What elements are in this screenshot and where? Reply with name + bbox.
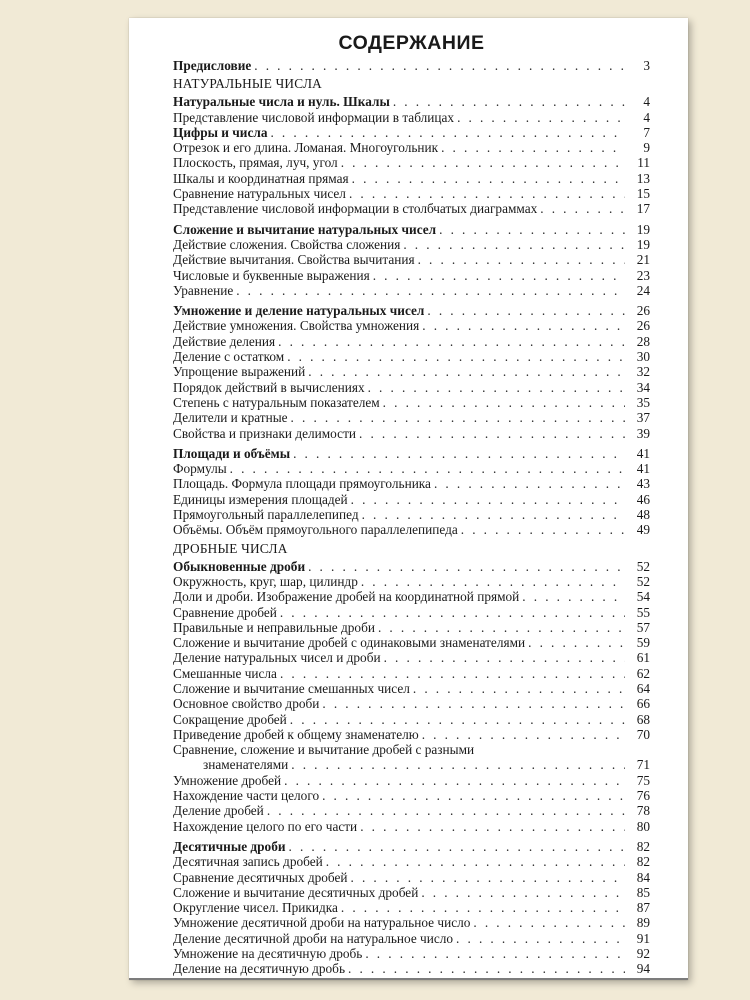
toc-entry-page: 37	[636, 410, 650, 426]
toc-entry[interactable]	[173, 318, 650, 333]
toc-entry[interactable]	[173, 222, 650, 237]
toc-entry-page: 26	[636, 303, 650, 319]
toc-entry-page: 49	[636, 522, 650, 538]
toc-entry-label: Приведение дробей к общему знаменателю	[173, 726, 419, 742]
dot-leader	[461, 522, 625, 537]
toc-entry[interactable]	[173, 237, 650, 252]
toc-entry-label: Десятичные дроби	[173, 838, 286, 854]
toc-entry-page: 62	[636, 665, 650, 681]
toc-entry-page: 28	[636, 333, 650, 349]
toc-entry-label: Порядок действий в вычислениях	[173, 379, 365, 395]
dot-leader	[393, 94, 625, 109]
toc-entry-page: 89	[636, 915, 650, 931]
toc-entry[interactable]	[173, 171, 650, 186]
toc-entry-page: 32	[636, 364, 650, 380]
toc-entry-label: Сложение и вычитание десятичных дробей	[173, 884, 419, 900]
dot-leader	[291, 410, 625, 425]
toc-entry-page: 64	[636, 680, 650, 696]
toc-entry-preface[interactable]	[173, 58, 650, 73]
toc-entry-page: 82	[636, 838, 650, 854]
toc-entry-label: Сложение и вычитание натуральных чисел	[173, 221, 437, 237]
toc-entry[interactable]	[173, 559, 650, 574]
toc-entry-label: Умножение на десятичную дробь	[173, 946, 363, 962]
dot-leader	[361, 574, 625, 589]
toc-entry-page: 94	[636, 961, 650, 977]
toc-entry[interactable]	[173, 854, 650, 869]
dot-leader	[422, 727, 625, 742]
toc-entry[interactable]	[173, 961, 650, 976]
toc-entry-page: 57	[636, 619, 650, 635]
toc-entry-page: 84	[636, 869, 650, 885]
toc-entry-page: 66	[636, 696, 650, 712]
dot-leader	[441, 140, 625, 155]
toc-entry-page: 80	[636, 818, 650, 834]
dot-leader	[293, 446, 625, 461]
toc-entry-page: 35	[636, 394, 650, 410]
toc-entry[interactable]	[173, 283, 650, 298]
toc-entry[interactable]	[173, 94, 650, 109]
toc-entry-page: 19	[636, 221, 650, 237]
toc-entry[interactable]	[173, 125, 650, 140]
dot-leader	[473, 915, 625, 930]
toc-entry-label: Сравнение дробей	[173, 604, 277, 620]
toc-entry[interactable]	[173, 589, 650, 604]
toc-entry[interactable]	[173, 395, 650, 410]
toc-entry[interactable]	[173, 380, 650, 395]
toc-entry[interactable]	[173, 839, 650, 854]
dot-leader	[284, 773, 625, 788]
toc-entry-label: Нахождение части целого	[173, 788, 320, 804]
toc-entry[interactable]	[173, 757, 650, 772]
toc-entry-label: Степень с натуральным показателем	[173, 394, 380, 410]
toc-entry[interactable]	[173, 696, 650, 711]
toc-entry[interactable]	[173, 900, 650, 915]
toc-entry-page: 39	[636, 425, 650, 441]
toc-entry-page: 30	[636, 349, 650, 365]
dot-leader	[359, 426, 625, 441]
toc-entry-label: Нахождение целого по его части	[173, 818, 358, 834]
toc-entry-label: Действие вычитания. Свойства вычитания	[173, 252, 415, 268]
toc-entry-label: Цифры и числа	[173, 124, 268, 140]
toc-entry-label: Деление натуральных чисел и дроби	[173, 650, 381, 666]
dot-leader	[373, 268, 625, 283]
toc-entry-label: Обыкновенные дроби	[173, 558, 306, 574]
toc-entry-page: 87	[636, 900, 650, 916]
toc-entry-page: 17	[636, 201, 650, 217]
toc-entry-page: 24	[636, 282, 650, 298]
toc-entry[interactable]	[173, 252, 650, 267]
dot-leader	[418, 252, 625, 267]
dot-leader	[322, 788, 625, 803]
toc-entry-label: Упрощение выражений	[173, 364, 306, 380]
table-of-contents	[173, 30, 650, 977]
dot-leader	[267, 803, 625, 818]
toc-entry-page: 9	[643, 140, 650, 156]
dot-leader	[528, 635, 625, 650]
toc-entry-label: Деление десятичной дроби на натуральное число	[173, 930, 454, 946]
toc-entry-label: Числовые и буквенные выражения	[173, 267, 370, 283]
toc-entry[interactable]	[173, 507, 650, 522]
toc-entry-page: 13	[636, 170, 650, 186]
toc-entry[interactable]	[173, 605, 650, 620]
toc-entry-page: 75	[636, 772, 650, 788]
toc-entry-label: Сложение и вычитание дробей с одинаковыми знаменателями	[173, 635, 526, 651]
toc-entry-page: 71	[636, 757, 650, 773]
toc-entry[interactable]	[173, 819, 650, 834]
dot-leader	[290, 712, 625, 727]
toc-entry-page: 41	[636, 461, 650, 477]
toc-entry[interactable]	[173, 268, 650, 283]
dot-leader	[308, 364, 625, 379]
toc-entry-page: 85	[636, 884, 650, 900]
page-edge	[129, 978, 688, 980]
dot-leader	[341, 900, 625, 915]
toc-entry-label: Сравнение десятичных дробей	[173, 869, 348, 885]
page-title: СОДЕРЖАНИЕ	[338, 32, 485, 54]
toc-entry-page: 52	[636, 558, 650, 574]
toc-entry[interactable]	[173, 946, 650, 961]
dot-leader	[422, 318, 625, 333]
toc-entry-label: Площадь. Формула площади прямоугольника	[173, 476, 431, 492]
toc-entry[interactable]	[173, 650, 650, 665]
toc-entry[interactable]	[173, 303, 650, 318]
toc-entry-page: 4	[643, 94, 650, 110]
book-page	[129, 18, 688, 980]
toc-entry-page: 78	[636, 803, 650, 819]
toc-entry-label: Действие сложения. Свойства сложения	[173, 236, 401, 252]
dot-leader	[230, 461, 625, 476]
toc-entry[interactable]	[173, 803, 650, 818]
toc-entry-page: 82	[636, 854, 650, 870]
toc-entry-page: 43	[636, 476, 650, 492]
dot-leader	[341, 155, 625, 170]
dot-leader	[368, 380, 625, 395]
toc-entry[interactable]	[173, 476, 650, 491]
toc-entry-label: Единицы измерения площадей	[173, 491, 348, 507]
toc-entry-page: 3	[643, 58, 650, 73]
toc-entry-page: 34	[636, 379, 650, 395]
toc-entry-label: Прямоугольный параллелепипед	[173, 507, 359, 523]
toc-entry[interactable]	[173, 410, 650, 425]
toc-entry[interactable]	[173, 635, 650, 650]
dot-leader	[349, 186, 625, 201]
dot-leader	[360, 819, 625, 834]
dot-leader	[421, 885, 625, 900]
dot-leader	[403, 237, 625, 252]
toc-entry[interactable]	[173, 727, 650, 742]
toc-entry[interactable]	[173, 461, 650, 476]
toc-entry-page: 68	[636, 711, 650, 727]
toc-entry[interactable]	[173, 915, 650, 930]
toc-entry-label: Умножение десятичной дроби на натуральное число	[173, 915, 471, 931]
dot-leader	[540, 201, 625, 216]
toc-entry-page: 15	[636, 186, 650, 202]
dot-leader	[254, 58, 625, 73]
dot-leader	[362, 507, 625, 522]
toc-entry-page: 70	[636, 726, 650, 742]
dot-leader	[326, 854, 625, 869]
toc-entry-page: 52	[636, 573, 650, 589]
toc-entry-page: 54	[636, 589, 650, 605]
toc-entry-label: Действие умножения. Свойства умножения	[173, 318, 420, 334]
toc-entry[interactable]	[173, 446, 650, 461]
dot-leader	[457, 110, 625, 125]
dot-leader	[351, 870, 626, 885]
toc-entry-label: Деление с остатком	[173, 349, 285, 365]
toc-entry-label: Сравнение натуральных чисел	[173, 186, 346, 202]
toc-entry-page: 23	[636, 267, 650, 283]
dot-leader	[378, 620, 625, 635]
toc-body	[173, 76, 650, 976]
part-heading: НАТУРАЛЬНЫЕ ЧИСЛА	[173, 76, 322, 92]
toc-entry-label: Площади и объёмы	[173, 445, 291, 461]
toc-entry-page: 59	[636, 635, 650, 651]
toc-entry-label: Делители и кратные	[173, 410, 288, 426]
dot-leader	[289, 839, 625, 854]
dot-leader	[456, 931, 625, 946]
toc-entry[interactable]	[173, 140, 650, 155]
toc-entry[interactable]	[173, 788, 650, 803]
toc-entry-label: Представление числовой информации в столбчатых диаграммах	[173, 201, 538, 217]
dot-leader	[287, 349, 625, 364]
toc-entry-label: Умножение дробей	[173, 772, 282, 788]
dot-leader	[236, 283, 625, 298]
toc-entry-page: 61	[636, 650, 650, 666]
toc-entry[interactable]	[173, 110, 650, 125]
toc-entry-page: 76	[636, 788, 650, 804]
dot-leader	[280, 666, 625, 681]
toc-entry[interactable]	[173, 349, 650, 364]
toc-entry[interactable]	[173, 620, 650, 635]
toc-entry-label: Окружность, круг, шар, цилиндр	[173, 573, 358, 589]
toc-entry[interactable]	[173, 492, 650, 507]
dot-leader	[280, 605, 625, 620]
toc-entry-label: Смешанные числа	[173, 665, 277, 681]
toc-entry-page: 21	[636, 252, 650, 268]
toc-entry-label: Уравнение	[173, 282, 234, 298]
dot-leader	[352, 171, 625, 186]
toc-entry-page: 19	[636, 236, 650, 252]
toc-entry[interactable]	[173, 885, 650, 900]
toc-entry-page: 92	[636, 946, 650, 962]
toc-entry-label: Сокращение дробей	[173, 711, 287, 727]
toc-entry[interactable]	[173, 574, 650, 589]
dot-leader	[383, 395, 625, 410]
toc-entry-label: Правильные и неправильные дроби	[173, 619, 375, 635]
toc-entry[interactable]	[173, 186, 650, 201]
toc-entry-page: 26	[636, 318, 650, 334]
toc-entry-page: 41	[636, 445, 650, 461]
dot-leader	[522, 589, 625, 604]
dot-leader	[348, 961, 625, 976]
toc-entry-label: Плоскость, прямая, луч, угол	[173, 155, 338, 171]
toc-entry-label: знаменателями	[203, 757, 289, 773]
toc-entry-label: Округление чисел. Прикидка	[173, 900, 338, 916]
dot-leader	[270, 125, 625, 140]
toc-entry-page: 55	[636, 604, 650, 620]
toc-entry-label: Доли и дроби. Изображение дробей на координатной прямой	[173, 589, 520, 605]
toc-entry-label: Предисловие	[173, 58, 252, 73]
dot-leader	[291, 757, 625, 772]
toc-entry-page: 91	[636, 930, 650, 946]
toc-entry-label: Объёмы. Объём прямоугольного параллелепипеда	[173, 522, 458, 538]
toc-entry-label-line1[interactable]: Сравнение, сложение и вычитание дробей с разными	[173, 742, 475, 758]
toc-entry[interactable]	[173, 334, 650, 349]
toc-entry[interactable]	[173, 712, 650, 727]
toc-entry-label: Сложение и вычитание смешанных чисел	[173, 680, 410, 696]
dot-leader	[308, 559, 625, 574]
dot-leader	[384, 650, 625, 665]
dot-leader	[365, 946, 625, 961]
toc-entry[interactable]	[173, 870, 650, 885]
toc-entry-label: Натуральные числа и нуль. Шкалы	[173, 94, 390, 110]
toc-entry-page: 4	[643, 109, 650, 125]
toc-entry[interactable]	[173, 201, 650, 216]
toc-entry[interactable]	[173, 681, 650, 696]
toc-entry[interactable]	[173, 773, 650, 788]
toc-entry[interactable]	[173, 426, 650, 441]
toc-entry[interactable]	[173, 931, 650, 946]
toc-entry-page: 46	[636, 491, 650, 507]
toc-entry-label: Основное свойство дроби	[173, 696, 320, 712]
dot-leader	[413, 681, 625, 696]
toc-entry-label: Формулы	[173, 461, 227, 477]
toc-entry[interactable]	[173, 522, 650, 537]
dot-leader	[439, 222, 625, 237]
toc-entry-label: Отрезок и его длина. Ломаная. Многоугольник	[173, 140, 439, 156]
dot-leader	[434, 476, 625, 491]
toc-entry[interactable]	[173, 364, 650, 379]
toc-entry-label: Шкалы и координатная прямая	[173, 170, 349, 186]
dot-leader	[427, 303, 625, 318]
part-heading: ДРОБНЫЕ ЧИСЛА	[173, 540, 288, 556]
toc-entry-label: Действие деления	[173, 333, 276, 349]
toc-entry[interactable]	[173, 155, 650, 170]
toc-entry-page: 11	[637, 155, 650, 171]
toc-entry[interactable]	[173, 666, 650, 681]
toc-entry-label: Деление дробей	[173, 803, 264, 819]
toc-entry-label: Деление на десятичную дробь	[173, 961, 346, 977]
toc-entry-label: Десятичная запись дробей	[173, 854, 323, 870]
dot-leader	[322, 696, 625, 711]
toc-entry-label: Представление числовой информации в таблицах	[173, 109, 455, 125]
toc-entry-page: 7	[643, 124, 650, 140]
toc-entry-label: Умножение и деление натуральных чисел	[173, 303, 425, 319]
dot-leader	[278, 334, 625, 349]
dot-leader	[351, 492, 625, 507]
toc-entry-label: Свойства и признаки делимости	[173, 425, 356, 441]
toc-entry-page: 48	[636, 507, 650, 523]
